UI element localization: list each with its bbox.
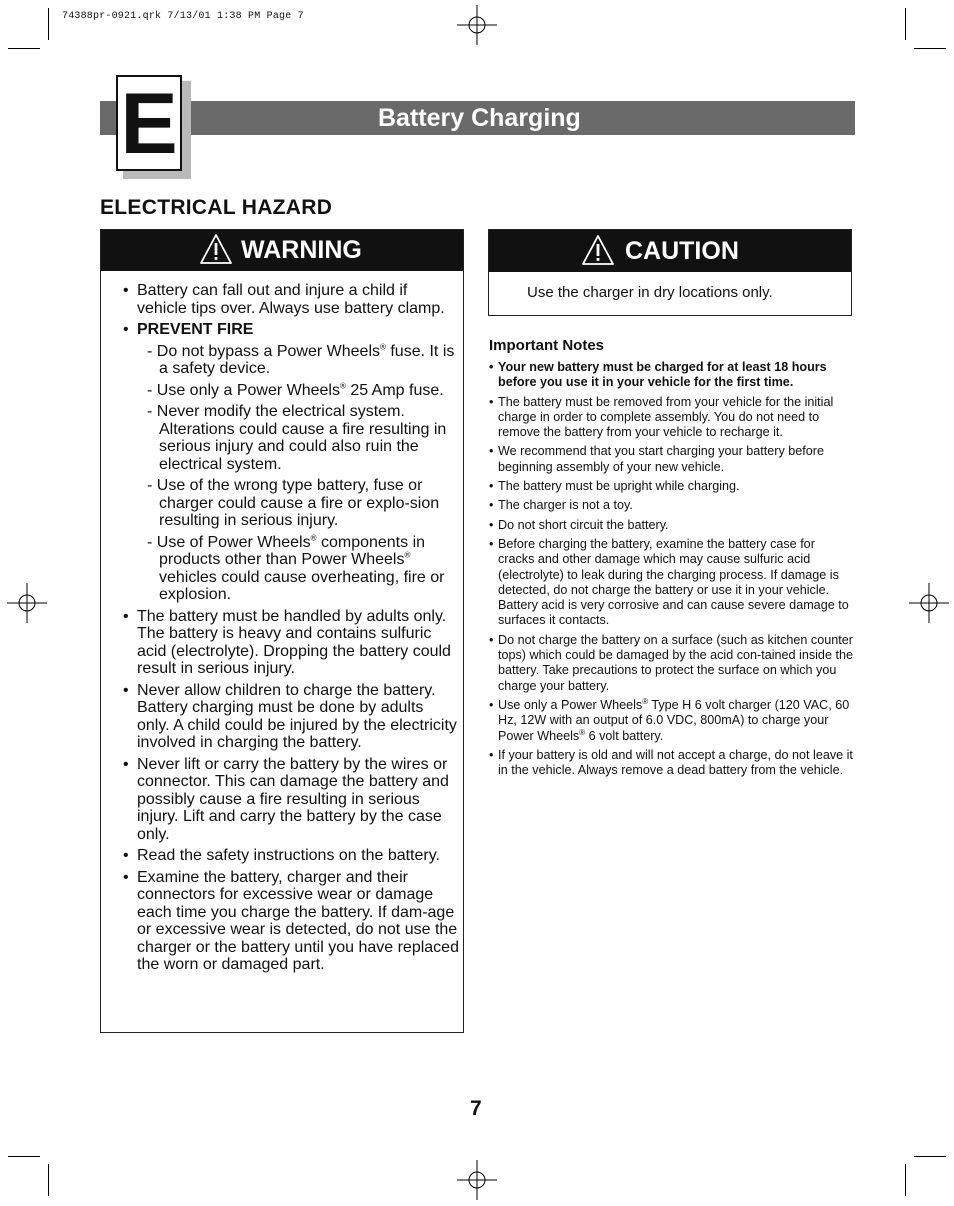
warning-item <box>123 869 459 974</box>
crop-mark <box>8 1156 40 1157</box>
bullet-icon: • <box>489 498 494 513</box>
text-run: - Use of the wrong type battery, fuse or charger could cause a fire or explo-sion resulting in serious injury. <box>147 477 440 529</box>
note-item-text <box>498 537 849 627</box>
bullet-icon: • <box>123 282 129 299</box>
text-run: 6 volt battery. <box>585 728 664 743</box>
title-bar <box>184 101 855 135</box>
registered-mark: ® <box>642 696 649 706</box>
registration-mark <box>909 583 949 623</box>
text-run: If your battery is old and will not accept a charge, do not leave it in the vehicle. Always remove a dead battery from the vehicle. <box>498 747 853 778</box>
registered-mark: ® <box>380 342 386 352</box>
warning-item <box>123 608 459 678</box>
warning-item <box>123 682 459 752</box>
section-letter: E <box>120 76 178 172</box>
text-run: - Use only a Power Wheels <box>147 381 340 399</box>
note-item <box>489 633 853 694</box>
warning-item-text: Never allow children to charge the battery. Battery charging must be done by adults only. A child could be injured by the electricity involved in charging the battery. <box>137 681 457 751</box>
crop-mark <box>48 8 49 40</box>
text-run: 25 Amp fuse. <box>345 381 444 399</box>
note-item <box>489 444 853 475</box>
text-run: Do not short circuit the battery. <box>498 517 669 532</box>
warning-item <box>123 321 459 339</box>
bullet-icon: • <box>489 747 494 762</box>
note-item <box>489 479 853 494</box>
caution-box <box>488 229 852 316</box>
note-item <box>489 537 853 629</box>
note-item <box>489 395 853 441</box>
note-item <box>489 698 853 744</box>
text-run: - Use of Power Wheels <box>147 533 311 551</box>
warning-item-text: Read the safety instructions on the battery. <box>137 847 440 864</box>
warning-item <box>123 282 459 317</box>
registered-mark: ® <box>404 550 411 560</box>
bullet-icon: • <box>123 607 129 625</box>
page-number: 7 <box>470 1097 482 1120</box>
note-item <box>489 360 853 391</box>
crop-mark <box>8 48 40 49</box>
warning-label: WARNING <box>241 236 362 264</box>
crop-mark <box>914 48 946 49</box>
warning-triangle-icon <box>199 233 233 265</box>
warning-item-text: Examine the battery, charger and their connectors for excessive wear or damage each time you charge the battery. If dam-age or excessive wear is detected, do not use the charger or the battery until you have replaced the worn or damaged part. <box>137 868 459 973</box>
text-run: Your new battery must be charged for at least 18 hours before you use it in your vehicle for the first time. <box>498 360 827 390</box>
bullet-icon: • <box>489 444 494 459</box>
note-item <box>489 498 853 513</box>
text-run: We recommend that you start charging your battery before beginning assembly of your new vehicle. <box>498 444 824 474</box>
text-run: The battery must be upright while charging. <box>498 479 740 494</box>
bullet-icon: • <box>123 681 129 699</box>
note-item-text <box>498 360 827 389</box>
registered-mark: ® <box>310 533 317 543</box>
text-run: The charger is not a toy. <box>498 498 633 513</box>
text-run: The battery must be removed from your vehicle for the initial charge in order to complete assembly. You do not need to remove the battery from your vehicle to recharge it. <box>498 394 834 440</box>
note-item-text <box>498 633 853 693</box>
hazard-heading: ELECTRICAL HAZARD <box>100 196 333 219</box>
registration-mark <box>7 583 47 623</box>
bullet-icon: • <box>489 479 494 494</box>
warning-subitem <box>123 403 459 473</box>
note-item <box>489 748 853 779</box>
text-run: Before charging the battery, examine the battery case for cracks and other damage which may cause sulfuric acid (electrolyte) to leak during the charging process. If damage is detected, do not charge the battery or use it in your vehicle. Battery acid is very corrosive and can cause severe damage to surfaces it contacts. <box>498 536 849 628</box>
warning-subitem <box>123 534 459 604</box>
bullet-icon: • <box>489 536 494 551</box>
note-item <box>489 518 853 533</box>
registered-mark: ® <box>579 727 586 737</box>
text-run: - Never modify the electrical system. Alterations could cause a fire resulting in serious injury and could also ruin the electrical system. <box>147 403 447 473</box>
warning-list <box>123 282 459 978</box>
bullet-icon: • <box>489 517 494 532</box>
note-item-text <box>498 479 740 493</box>
note-item-text <box>498 748 853 777</box>
note-item-text <box>498 698 849 743</box>
bullet-icon: • <box>489 360 494 374</box>
warning-subitem <box>123 382 459 400</box>
caution-header <box>489 230 851 272</box>
title-bar-left <box>100 101 116 135</box>
text-run: Type H 6 volt charger (120 VAC, 60 Hz, 12W with an output of 6.0 VDC, 800mA) to charge your Power Wheels <box>498 697 850 743</box>
registered-mark: ® <box>339 381 346 391</box>
text-run: fuse. It is a safety device. <box>159 342 455 377</box>
bullet-icon: • <box>489 632 494 647</box>
warning-subitem <box>123 477 459 530</box>
notes-title: Important Notes <box>489 337 605 354</box>
bullet-icon: • <box>123 847 129 864</box>
caution-triangle-icon <box>581 234 615 266</box>
crop-mark <box>905 1164 906 1196</box>
note-item-text <box>498 444 824 473</box>
bullet-icon: • <box>123 868 129 886</box>
bullet-icon: • <box>123 755 129 773</box>
warning-item <box>123 847 459 865</box>
page-title: Battery Charging <box>378 104 581 132</box>
warning-box <box>100 229 464 1033</box>
section-letter-box <box>116 75 182 171</box>
note-item-text <box>498 395 833 440</box>
print-slug: 74388pr-0921.qrk 7/13/01 1:38 PM Page 7 <box>62 11 304 22</box>
bullet-icon: • <box>123 321 129 338</box>
warning-item-text: Battery can fall out and injure a child if vehicle tips over. Always use battery clamp. <box>137 282 445 317</box>
note-item-text <box>498 498 633 512</box>
crop-mark <box>905 8 906 40</box>
warning-item-text: The battery must be handled by adults only. The battery is heavy and contains sulfuric acid (electrolyte). Dropping the battery could result in serious injury. <box>137 607 451 677</box>
caution-label: CAUTION <box>625 237 739 265</box>
crop-mark <box>914 1156 946 1157</box>
warning-item-text: Never lift or carry the battery by the wires or connector. This can damage the battery and possibly cause a fire resulting in serious injury. Lift and carry the battery by the case only. <box>137 755 449 843</box>
text-run: Use only a Power Wheels <box>498 697 643 712</box>
text-run: - Do not bypass a Power Wheels <box>147 342 380 360</box>
notes-list <box>489 360 853 782</box>
caution-text: Use the charger in dry locations only. <box>527 284 773 301</box>
text-run: components in products other than Power Wheels <box>159 533 426 568</box>
warning-subitem <box>123 343 459 378</box>
warning-header <box>101 230 463 271</box>
warning-item-text: PREVENT FIRE <box>137 321 254 338</box>
bullet-icon: • <box>489 394 494 409</box>
registration-mark <box>457 1160 497 1200</box>
text-run: Do not charge the battery on a surface (such as kitchen counter tops) which could be damaged by the acid con-tained inside the battery. Take precautions to protect the surface on which you charge your battery. <box>498 632 853 693</box>
note-item-text <box>498 518 669 532</box>
registration-mark <box>457 5 497 45</box>
warning-item <box>123 756 459 844</box>
crop-mark <box>48 1164 49 1196</box>
bullet-icon: • <box>489 697 494 712</box>
text-run: vehicles could cause overheating, fire or explosion. <box>159 568 445 603</box>
